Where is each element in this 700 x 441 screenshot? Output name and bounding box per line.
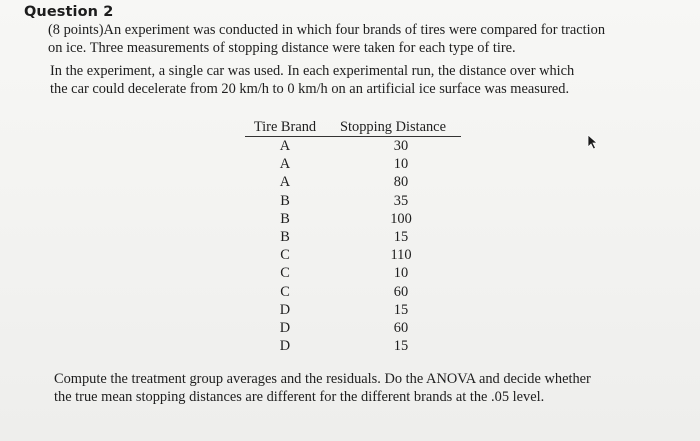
tire-brand-cell: C [280, 283, 290, 300]
table-row [245, 173, 461, 191]
task-instructions-paragraph [54, 370, 674, 406]
tire-brand-cell: D [279, 301, 291, 318]
table-row [245, 301, 461, 319]
table-row [245, 283, 461, 301]
tire-brand-cell: B [280, 229, 290, 246]
tire-brand-header: Tire Brand [245, 118, 325, 137]
table-row [245, 264, 461, 282]
tire-brand-cell: A [279, 174, 291, 191]
table-row [245, 155, 461, 173]
paragraph-line: In the experiment, a single car was used. In each experimental run, the distance over which [50, 63, 575, 79]
stopping-distance-cell: 35 [393, 192, 409, 209]
tire-brand-cell: B [280, 210, 290, 227]
stopping-distance-header: Stopping Distance [325, 118, 461, 137]
table-row [245, 246, 461, 264]
question-intro-paragraph [48, 21, 668, 57]
stopping-distance-cell: 15 [393, 229, 409, 246]
paragraph-line: the true mean stopping distances are different for the different brands at the .05 level. [54, 389, 545, 405]
table-row [245, 228, 461, 246]
paragraph-line: the car could decelerate from 20 km/h to 0 km/h on an artificial ice surface was measured. [50, 81, 570, 97]
tire-brand-cell: C [280, 265, 290, 282]
paragraph-line: on ice. Three measurements of stopping distance were taken for each type of tire. [48, 40, 516, 56]
tire-brand-cell: C [280, 247, 290, 264]
table-row [245, 192, 461, 210]
tire-brand-cell: D [279, 319, 291, 336]
tire-brand-cell: B [280, 192, 290, 209]
arrow-cursor-icon [586, 134, 600, 155]
stopping-distance-cell: 80 [393, 174, 409, 191]
stopping-distance-cell: 10 [393, 156, 409, 173]
stopping-distance-table [245, 118, 461, 355]
tire-brand-cell: D [279, 338, 291, 355]
paragraph-line: Compute the treatment group averages and the residuals. Do the ANOVA and decide whether [54, 371, 591, 387]
tire-brand-cell: A [279, 138, 291, 155]
stopping-distance-cell: 60 [393, 319, 409, 336]
paragraph-line: (8 points)An experiment was conducted in which four brands of tires were compared for traction [48, 22, 606, 38]
table-row [245, 337, 461, 355]
tire-brand-cell: A [279, 156, 291, 173]
stopping-distance-cell: 30 [393, 138, 409, 155]
table-row [245, 319, 461, 337]
table-header-row [245, 118, 461, 137]
stopping-distance-cell: 110 [390, 247, 412, 264]
table-row [245, 210, 461, 228]
question-title: Question 2 [24, 4, 114, 20]
stopping-distance-cell: 15 [393, 301, 409, 318]
stopping-distance-cell: 10 [393, 265, 409, 282]
experiment-description-paragraph [50, 62, 670, 98]
stopping-distance-cell: 60 [393, 283, 409, 300]
stopping-distance-cell: 100 [390, 210, 412, 227]
table-row [245, 137, 461, 156]
stopping-distance-cell: 15 [393, 338, 409, 355]
